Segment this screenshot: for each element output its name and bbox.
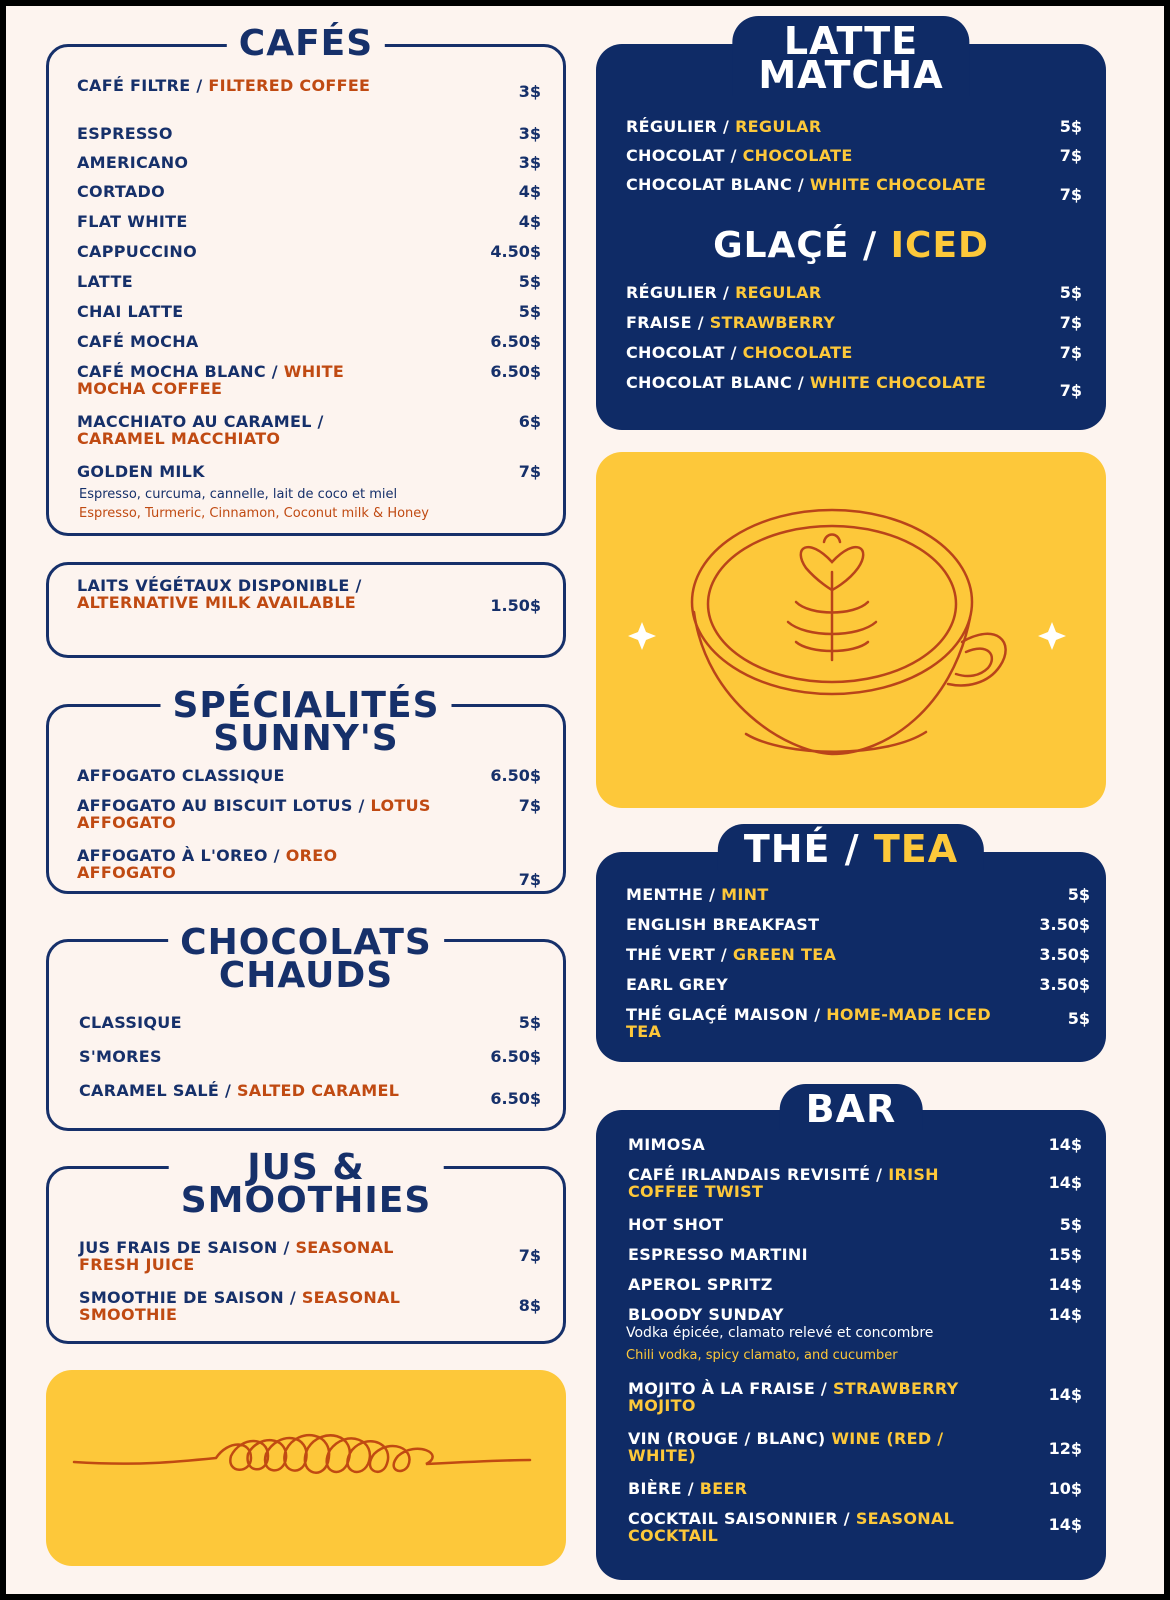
bar-item-price: 15$ <box>1048 1245 1082 1264</box>
cafes-item-name: CAFÉ FILTRE / FILTERED COFFEE <box>77 76 371 95</box>
cafes-item-price: 5$ <box>518 272 541 291</box>
jus-section <box>46 1147 566 1344</box>
bar-item-name: VIN (ROUGE / BLANC) WINE (RED / WHITE) <box>628 1429 944 1465</box>
specialites-item-name: AFFOGATO AU BISCUIT LOTUS / LOTUS AFFOGATO <box>77 796 431 832</box>
chocolats-item-price: 6.50$ <box>490 1089 541 1108</box>
alternative-milk-price: 1.50$ <box>490 596 541 615</box>
jus-item-price: 7$ <box>518 1246 541 1265</box>
cafes-item-price: 3$ <box>518 82 541 101</box>
golden-milk-desc-fr: Espresso, curcuma, cannelle, lait de coco et miel <box>79 487 398 502</box>
tea-title: THÉ / TEA <box>718 824 984 870</box>
bar-item-price: 14$ <box>1048 1173 1082 1192</box>
cafes-item-name: CAPPUCCINO <box>77 242 197 261</box>
matcha-item-price: 7$ <box>1059 146 1082 165</box>
cafes-item-name: LATTE <box>77 272 133 291</box>
matcha-item-price: 5$ <box>1059 283 1082 302</box>
cafes-item-price: 4$ <box>518 182 541 201</box>
matcha-section <box>596 19 1106 430</box>
bar-item-name: MIMOSA <box>628 1135 706 1154</box>
cafes-item-price: 5$ <box>518 302 541 321</box>
bar-item-price: 14$ <box>1048 1385 1082 1404</box>
cafes-item-price: 3$ <box>518 124 541 143</box>
specialites-item-price: 6.50$ <box>490 766 541 785</box>
the-item-name: MENTHE / MINT <box>626 885 769 904</box>
jus-item-price: 8$ <box>518 1296 541 1315</box>
specialites-item-name: AFFOGATO CLASSIQUE <box>77 766 285 785</box>
specialites-section <box>46 685 566 894</box>
chocolats-item-price: 6.50$ <box>490 1047 541 1066</box>
menu-page <box>6 6 1164 1594</box>
chocolats-item-name: S'MORES <box>79 1047 162 1066</box>
the-item-name: THÉ GLAÇÉ MAISON / HOME-MADE ICED TEA <box>626 1005 991 1041</box>
bloody-sunday-desc-fr: Vodka épicée, clamato relevé et concombre <box>626 1325 934 1341</box>
bar-item-price: 14$ <box>1048 1515 1082 1534</box>
bar-item-name: COCKTAIL SAISONNIER / SEASONAL COCKTAIL <box>628 1509 955 1545</box>
cafes-section <box>46 23 566 536</box>
matcha-item-name: CHOCOLAT / CHOCOLATE <box>626 146 853 165</box>
cafes-item-price: 4$ <box>518 212 541 231</box>
matcha-item-price: 7$ <box>1059 185 1082 204</box>
the-item-price: 3.50$ <box>1039 975 1090 994</box>
cafes-item-price: 6.50$ <box>490 362 541 381</box>
cafes-item-price: 3$ <box>518 153 541 172</box>
the-item-price: 3.50$ <box>1039 945 1090 964</box>
matcha-item-price: 5$ <box>1059 117 1082 136</box>
bar-item-price: 14$ <box>1048 1275 1082 1294</box>
latte-art-cup-icon <box>596 452 1106 808</box>
matcha-item-name: RÉGULIER / REGULAR <box>626 117 822 136</box>
cafes-title: CAFÉS <box>227 27 385 60</box>
jus-item-name: JUS FRAIS DE SAISON / SEASONAL FRESH JUICE <box>79 1238 394 1274</box>
bar-item-name: APEROL SPRITZ <box>628 1275 773 1294</box>
cafes-item-price: 6$ <box>518 412 541 431</box>
bar-item-price: 5$ <box>1059 1215 1082 1234</box>
cafes-item-price: 6.50$ <box>490 332 541 351</box>
specialites-item-name: AFFOGATO À L'OREO / OREO AFFOGATO <box>77 846 338 882</box>
bar-item-price: 14$ <box>1048 1135 1082 1154</box>
jus-item-name: SMOOTHIE DE SAISON / SEASONAL SMOOTHIE <box>79 1288 401 1324</box>
bar-item-name: CAFÉ IRLANDAIS REVISITÉ / IRISH COFFEE TWIST <box>628 1165 939 1201</box>
cafes-item-name: CORTADO <box>77 182 165 201</box>
bar-item-name: MOJITO À LA FRAISE / STRAWBERRY MOJITO <box>628 1379 959 1415</box>
golden-milk-desc-en: Espresso, Turmeric, Cinnamon, Coconut milk & Honey <box>79 506 429 521</box>
cafes-item-name: CAFÉ MOCHA BLANC / WHITE MOCHA COFFEE <box>77 362 345 398</box>
bar-item-name: HOT SHOT <box>628 1215 724 1234</box>
matcha-item-price: 7$ <box>1059 343 1082 362</box>
the-item-price: 5$ <box>1067 885 1090 904</box>
the-item-name: THÉ VERT / GREEN TEA <box>626 945 837 964</box>
cafes-item-name: CAFÉ MOCHA <box>77 332 199 351</box>
matcha-item-price: 7$ <box>1059 313 1082 332</box>
the-item-price: 3.50$ <box>1039 915 1090 934</box>
chocolats-item-name: CLASSIQUE <box>79 1013 182 1032</box>
specialites-item-price: 7$ <box>518 796 541 815</box>
matcha-item-name: FRAISE / STRAWBERRY <box>626 313 836 332</box>
the-item-name: EARL GREY <box>626 975 729 994</box>
the-item-name: ENGLISH BREAKFAST <box>626 915 820 934</box>
bar-item-price: 10$ <box>1048 1479 1082 1498</box>
chocolats-item-name: CARAMEL SALÉ / SALTED CARAMEL <box>79 1081 400 1100</box>
cafes-item-name: FLAT WHITE <box>77 212 188 231</box>
matcha-item-name: RÉGULIER / REGULAR <box>626 283 822 302</box>
sparkle-icon <box>628 622 1066 650</box>
matcha-item-name: CHOCOLAT / CHOCOLATE <box>626 343 853 362</box>
alternative-milk-section <box>46 562 566 658</box>
specialites-item-price: 7$ <box>518 870 541 889</box>
matcha-item-name: CHOCOLAT BLANC / WHITE CHOCOLATE <box>626 175 987 194</box>
iced-title: GLAÇÉ / ICED <box>713 225 989 266</box>
bar-title: BAR <box>780 1084 923 1130</box>
jus-title: JUS & SMOOTHIES <box>169 1151 444 1217</box>
cafes-item-price: 4.50$ <box>490 242 541 261</box>
cafes-item-name: ESPRESSO <box>77 124 173 143</box>
bloody-sunday-desc-en: Chili vodka, spicy clamato, and cucumber <box>626 1348 898 1363</box>
cafes-item-name: CHAI LATTE <box>77 302 184 321</box>
alternative-milk-label: LAITS VÉGÉTAUX DISPONIBLE / ALTERNATIVE MILK AVAILABLE <box>77 576 362 612</box>
latte-illustration-panel <box>596 452 1106 808</box>
cafes-item-name: MACCHIATO AU CARAMEL / CARAMEL MACCHIATO <box>77 412 324 448</box>
cafes-item-name: GOLDEN MILK <box>77 462 205 481</box>
the-item-price: 5$ <box>1067 1009 1090 1028</box>
chocolats-title: CHOCOLATS CHAUDS <box>168 926 444 992</box>
coffee-bean-squiggle-icon <box>46 1370 566 1566</box>
bar-item-price: 12$ <box>1048 1439 1082 1458</box>
bar-item-name: ESPRESSO MARTINI <box>628 1245 808 1264</box>
matcha-item-price: 7$ <box>1059 381 1082 400</box>
coffee-bean-decoration-panel <box>46 1370 566 1566</box>
matcha-title: LATTE MATCHA <box>732 16 969 96</box>
chocolats-item-price: 5$ <box>518 1013 541 1032</box>
bar-item-price: 14$ <box>1048 1305 1082 1324</box>
tea-section <box>596 827 1106 1062</box>
cafes-item-name: AMERICANO <box>77 153 189 172</box>
chocolats-section <box>46 922 566 1131</box>
bar-section <box>596 1087 1106 1580</box>
cafes-item-price: 7$ <box>518 462 541 481</box>
specialites-title: SPÉCIALITÉS SUNNY'S <box>161 689 452 755</box>
bar-item-name: BIÈRE / BEER <box>628 1479 748 1498</box>
bar-item-name: BLOODY SUNDAY <box>628 1305 784 1324</box>
matcha-item-name: CHOCOLAT BLANC / WHITE CHOCOLATE <box>626 373 987 392</box>
